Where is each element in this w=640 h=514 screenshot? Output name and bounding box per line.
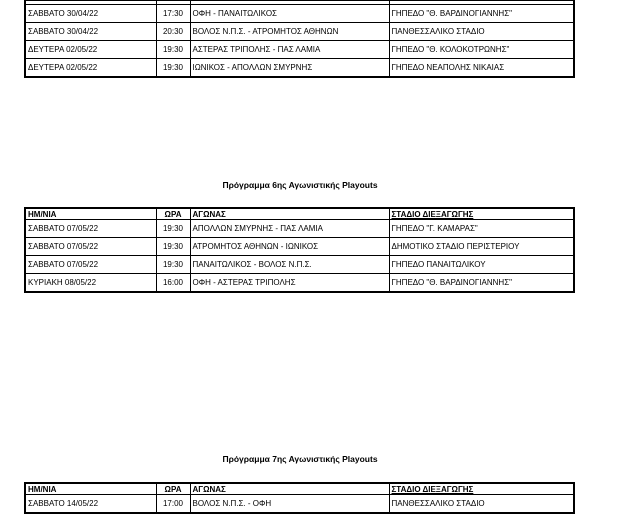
match-cell: ΟΦΗ - ΑΣΤΕΡΑΣ ΤΡΙΠΟΛΗΣ bbox=[190, 274, 389, 293]
date-cell: ΣΑΒΒΑΤΟ 07/05/22 bbox=[25, 238, 156, 256]
match-cell: ΒΟΛΟΣ Ν.Π.Σ. - ΑΤΡΟΜΗΤΟΣ ΑΘΗΝΩΝ bbox=[190, 23, 389, 41]
table-header-row bbox=[25, 483, 574, 495]
top-schedule-table-block bbox=[24, 0, 573, 78]
table-row bbox=[25, 238, 574, 256]
venue-cell: ΓΗΠΕΔΟ "Θ. ΒΑΡΔΙΝΟΓΙΑΝΝΗΣ" bbox=[389, 5, 574, 23]
date-cell: ΣΑΒΒΑΤΟ 30/04/22 bbox=[25, 5, 156, 23]
date-cell: ΣΑΒΒΑΤΟ 14/05/22 bbox=[25, 495, 156, 514]
round6-table bbox=[24, 207, 575, 293]
date-cell: ΣΑΒΒΑΤΟ 07/05/22 bbox=[25, 256, 156, 274]
table-row bbox=[25, 495, 574, 514]
date-cell: ΔΕΥΤΕΡΑ 02/05/22 bbox=[25, 41, 156, 59]
venue-cell: ΓΗΠΕΔΟ ΠΑΝΑΙΤΩΛΙΚΟΥ bbox=[389, 256, 574, 274]
date-cell: ΣΑΒΒΑΤΟ 30/04/22 bbox=[25, 23, 156, 41]
time-cell: 19:30 bbox=[156, 256, 190, 274]
match-cell: ΑΣΤΕΡΑΣ ΤΡΙΠΟΛΗΣ - ΠΑΣ ΛΑΜΙΑ bbox=[190, 41, 389, 59]
match-cell: ΒΟΛΟΣ Ν.Π.Σ. - ΟΦΗ bbox=[190, 495, 389, 514]
match-cell: ΑΠΟΛΛΩΝ ΣΜΥΡΝΗΣ - ΠΑΣ ΛΑΜΙΑ bbox=[190, 220, 389, 238]
header-time: ΩΡΑ bbox=[156, 208, 190, 220]
time-cell: 20:30 bbox=[156, 23, 190, 41]
table-row bbox=[25, 41, 574, 59]
venue-cell: ΓΗΠΕΔΟ "Γ. ΚΑΜΑΡΑΣ" bbox=[389, 220, 574, 238]
header-venue: ΣΤΑΔΙΟ ΔΙΕΞΑΓΩΓΗΣ bbox=[389, 208, 574, 220]
venue-cell: ΓΗΠΕΔΟ "Θ. ΒΑΡΔΙΝΟΓΙΑΝΝΗΣ" bbox=[389, 274, 574, 293]
match-cell: ΑΤΡΟΜΗΤΟΣ ΑΘΗΝΩΝ - ΙΩΝΙΚΟΣ bbox=[190, 238, 389, 256]
table-header-row bbox=[25, 208, 574, 220]
time-cell: 19:30 bbox=[156, 59, 190, 78]
venue-cell: ΠΑΝΘΕΣΣΑΛΙΚΟ ΣΤΑΔΙΟ bbox=[389, 495, 574, 514]
date-cell: ΚΥΡΙΑΚΗ 08/05/22 bbox=[25, 274, 156, 293]
time-cell: 19:30 bbox=[156, 41, 190, 59]
round6-title: Πρόγραμμα 6ης Αγωνιστικής Playouts bbox=[222, 180, 378, 190]
table-row bbox=[25, 274, 574, 293]
header-date: ΗΜ/ΝΙΑ bbox=[25, 208, 156, 220]
header-time: ΩΡΑ bbox=[156, 483, 190, 495]
venue-cell: ΓΗΠΕΔΟ ΝΕΑΠΟΛΗΣ ΝΙΚΑΙΑΣ bbox=[389, 59, 574, 78]
top-schedule-table bbox=[24, 0, 575, 78]
header-date: ΗΜ/ΝΙΑ bbox=[25, 483, 156, 495]
round7-table-block bbox=[24, 482, 573, 514]
date-cell: ΣΑΒΒΑΤΟ 07/05/22 bbox=[25, 220, 156, 238]
time-cell: 19:30 bbox=[156, 238, 190, 256]
table-row bbox=[25, 59, 574, 78]
round7-table bbox=[24, 482, 575, 514]
header-venue: ΣΤΑΔΙΟ ΔΙΕΞΑΓΩΓΗΣ bbox=[389, 483, 574, 495]
header-match: ΑΓΩΝΑΣ bbox=[190, 483, 389, 495]
match-cell: ΠΑΝΑΙΤΩΛΙΚΟΣ - ΒΟΛΟΣ Ν.Π.Σ. bbox=[190, 256, 389, 274]
table-row bbox=[25, 256, 574, 274]
venue-cell: ΠΑΝΘΕΣΣΑΛΙΚΟ ΣΤΑΔΙΟ bbox=[389, 23, 574, 41]
date-cell: ΔΕΥΤΕΡΑ 02/05/22 bbox=[25, 59, 156, 78]
match-cell: ΙΩΝΙΚΟΣ - ΑΠΟΛΛΩΝ ΣΜΥΡΝΗΣ bbox=[190, 59, 389, 78]
round6-table-block bbox=[24, 207, 573, 293]
header-match: ΑΓΩΝΑΣ bbox=[190, 208, 389, 220]
table-row bbox=[25, 220, 574, 238]
table-row bbox=[25, 5, 574, 23]
table-row bbox=[25, 23, 574, 41]
time-cell: 17:30 bbox=[156, 5, 190, 23]
venue-cell: ΓΗΠΕΔΟ "Θ. ΚΟΛΟΚΟΤΡΩΝΗΣ" bbox=[389, 41, 574, 59]
time-cell: 17:00 bbox=[156, 495, 190, 514]
venue-cell: ΔΗΜΟΤΙΚΟ ΣΤΑΔΙΟ ΠΕΡΙΣΤΕΡΙΟΥ bbox=[389, 238, 574, 256]
time-cell: 19:30 bbox=[156, 220, 190, 238]
time-cell: 16:00 bbox=[156, 274, 190, 293]
match-cell: ΟΦΗ - ΠΑΝΑΙΤΩΛΙΚΟΣ bbox=[190, 5, 389, 23]
round7-title: Πρόγραμμα 7ης Αγωνιστικής Playouts bbox=[222, 454, 378, 464]
